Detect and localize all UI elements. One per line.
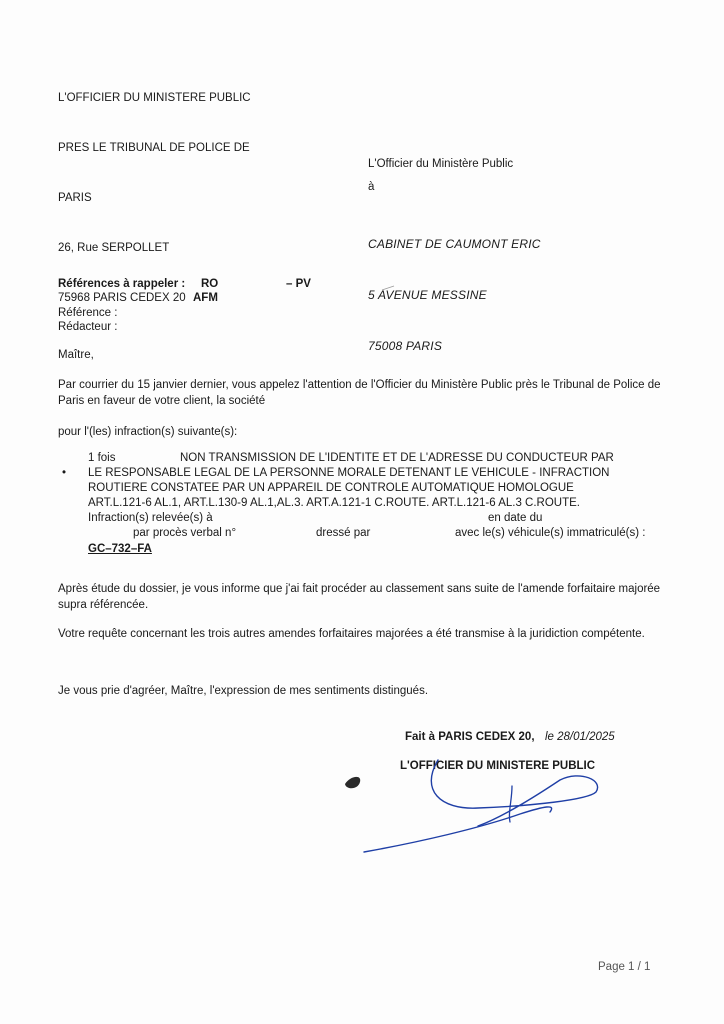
recipient-to-word: à bbox=[368, 181, 375, 193]
recipient-name: CABINET DE CAUMONT ERIC bbox=[368, 237, 541, 251]
bullet-icon: • bbox=[62, 467, 67, 479]
intro-paragraph: Par courrier du 15 janvier dernier, vous appelez l'attention de l'Officier du Ministère Public près le Tribunal de Police de Paris en faveur de votre client, la société bbox=[58, 379, 661, 407]
page-number: Page 1 / 1 bbox=[598, 961, 651, 973]
closing-formula: Je vous prie d'agréer, Maître, l'expression de mes sentiments distingués. bbox=[58, 685, 429, 697]
recipient-from: L'Officier du Ministère Public bbox=[368, 158, 514, 170]
vehicle-plate: GC–732–FA bbox=[88, 543, 152, 555]
references-pv: – PV bbox=[286, 278, 311, 290]
signature-date: le 28/01/2025 bbox=[545, 731, 615, 743]
ink-smudge bbox=[345, 777, 360, 788]
infraction-vehicle-label: avec le(s) véhicule(s) immatriculé(s) : bbox=[455, 527, 646, 539]
sender-line: PARIS bbox=[58, 192, 92, 204]
references-label: Références à rappeler : bbox=[58, 278, 186, 290]
sender-line: L'OFFICIER DU MINISTERE PUBLIC bbox=[58, 92, 251, 104]
sender-line: 26, Rue SERPOLLET bbox=[58, 242, 170, 254]
salutation: Maître, bbox=[58, 349, 94, 361]
infraction-dresse-label: dressé par bbox=[316, 527, 371, 539]
sender-line: 75968 PARIS CEDEX 20 bbox=[58, 292, 186, 304]
infraction-line: ART.L.121-6 AL.1, ART.L.130-9 AL.1,AL.3. ART.A.121-1 C.ROUTE. ART.L.121-6 AL.3 C.ROUTE. bbox=[88, 497, 580, 509]
infraction-date-label: en date du bbox=[488, 512, 543, 524]
recipient-street: 5 AVENUE MESSINE bbox=[368, 288, 487, 302]
infractions-label: pour l'(les) infraction(s) suivante(s): bbox=[58, 426, 238, 438]
sender-line: PRES LE TRIBUNAL DE POLICE DE bbox=[58, 142, 250, 154]
recipient-city: 75008 PARIS bbox=[368, 339, 443, 353]
infraction-count: 1 fois bbox=[88, 452, 116, 464]
infraction-relevee: Infraction(s) relevée(s) à bbox=[88, 512, 213, 524]
redacteur-label: Rédacteur : bbox=[58, 321, 118, 333]
references-ro: RO bbox=[201, 278, 219, 290]
references-afm: AFM bbox=[193, 292, 218, 304]
signature-title: L'OFFICIER DU MINISTERE PUBLIC bbox=[400, 760, 596, 772]
signature-place: Fait à PARIS CEDEX 20, bbox=[405, 731, 535, 743]
infraction-pv-label: par procès verbal n° bbox=[133, 527, 237, 539]
infraction-line: ROUTIERE CONSTATEE PAR UN APPAREIL DE CONTROLE AUTOMATIQUE HOMOLOGUE bbox=[88, 482, 574, 494]
infraction-line: NON TRANSMISSION DE L'IDENTITE ET DE L'ADRESSE DU CONDUCTEUR PAR bbox=[180, 452, 614, 464]
transmission-paragraph: Votre requête concernant les trois autres amendes forfaitaires majorées a été transmise à la juridiction compétente. bbox=[58, 628, 645, 640]
decision-paragraph: Après étude du dossier, je vous informe que j'ai fait procéder au classement sans suite de l'amende forfaitaire majorée supra référencée. bbox=[58, 583, 661, 611]
infraction-line: LE RESPONSABLE LEGAL DE LA PERSONNE MORALE DETENANT LE VEHICULE - INFRACTION bbox=[88, 467, 610, 479]
reference-label: Référence : bbox=[58, 307, 118, 319]
scan-mark bbox=[382, 286, 394, 290]
